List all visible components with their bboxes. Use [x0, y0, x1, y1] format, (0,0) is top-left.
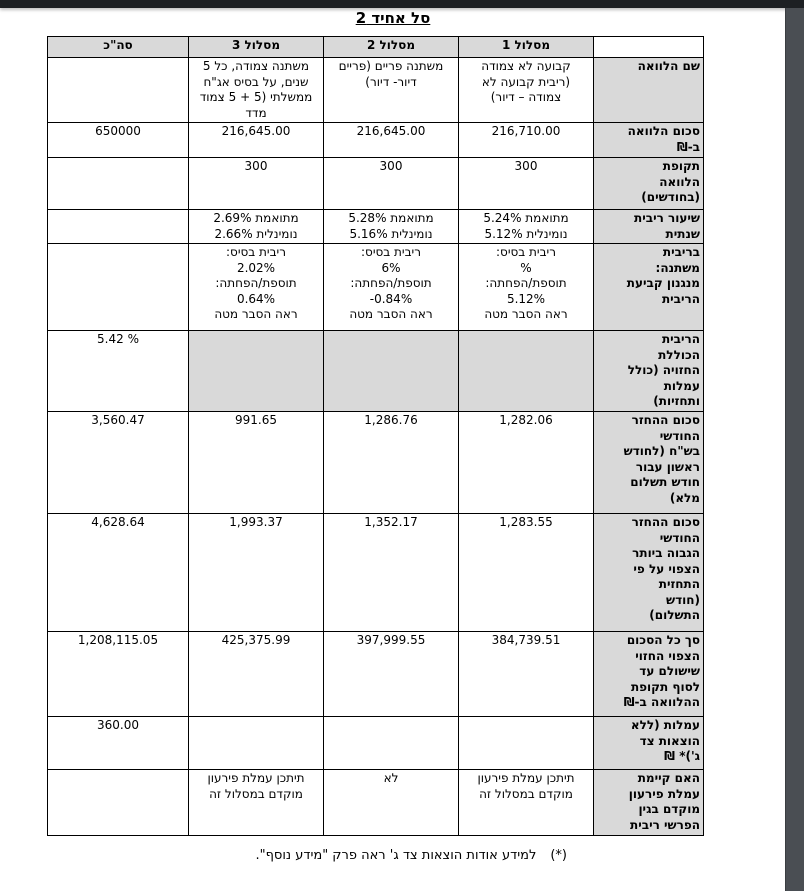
cell-total: 3,560.47 [48, 412, 189, 514]
cell-track2 [324, 717, 459, 770]
row-label: עמלות (ללא הוצאות צד ג')* ₪ [594, 717, 704, 770]
row-annual-interest-rate [48, 210, 704, 244]
cell-track1 [459, 331, 594, 412]
cell-track3: 300 [189, 158, 324, 210]
row-loan-name [48, 58, 704, 123]
row-label: סכום ההחזר החודשי בש"ח (לחודש ראשון עבור חודש תשלום מלא) [594, 412, 704, 514]
cell-total [48, 770, 189, 836]
cell-total: 5.42 % [48, 331, 189, 412]
cell-total [48, 210, 189, 244]
footnote-text: למידע אודות הוצאות צד ג' ראה פרק "מידע נוסף". [255, 848, 537, 863]
row-fees [48, 717, 704, 770]
cell-track2: 300 [324, 158, 459, 210]
cell-track3 [189, 331, 324, 412]
row-label: שיעור ריבית שנתית [594, 210, 704, 244]
loan-comparison-table [47, 36, 704, 836]
cell-total: 4,628.64 [48, 514, 189, 632]
row-loan-period [48, 158, 704, 210]
cell-track2: משתנה פריים (פריים דיור- דיור) [324, 58, 459, 123]
cell-track1 [459, 717, 594, 770]
cell-track3: תיתכן עמלת פירעון מוקדם במסלול זה [189, 770, 324, 836]
row-monthly-repayment [48, 412, 704, 514]
cell-track1: ריבית בסיס: % תוספת/הפחתה: 5.12% ראה הסבר מטה [459, 244, 594, 331]
footnote [255, 848, 567, 863]
cell-track1: מתואמת 5.24% נומינלית 5.12% [459, 210, 594, 244]
cell-track2: לא [324, 770, 459, 836]
column-header-track1: מסלול 1 [459, 37, 594, 58]
cell-track1: 384,739.51 [459, 632, 594, 717]
cell-track2: 397,999.55 [324, 632, 459, 717]
viewer-top-bar [0, 0, 804, 8]
column-header-track2: מסלול 2 [324, 37, 459, 58]
cell-track1: תיתכן עמלת פירעון מוקדם במסלול זה [459, 770, 594, 836]
row-loan-amount [48, 123, 704, 158]
cell-total [48, 158, 189, 210]
cell-track3: משתנה צמודה, כל 5 שנים, על בסיס אג"ח ממשלתי (5 + 5 צמוד מדד [189, 58, 324, 123]
cell-track2: 1,352.17 [324, 514, 459, 632]
cell-track3: 991.65 [189, 412, 324, 514]
row-label: סכום ההחזר החודשי הגבוה ביותר הצפוי על פי התחזית (חודש התשלום) [594, 514, 704, 632]
cell-track1: 1,283.55 [459, 514, 594, 632]
cell-track2: 1,286.76 [324, 412, 459, 514]
row-total-expected-interest [48, 331, 704, 412]
row-label: שם הלוואה [594, 58, 704, 123]
cell-track1: 1,282.06 [459, 412, 594, 514]
cell-track2: מתואמת 5.28% נומינלית 5.16% [324, 210, 459, 244]
cell-track1: קבועה לא צמודה (ריבית קבועה לא צמודה – דיור) [459, 58, 594, 123]
row-label: האם קיימת עמלת פירעון מוקדם בגין הפרשי ריבית [594, 770, 704, 836]
cell-total: 650000 [48, 123, 189, 158]
cell-track3: מתואמת 2.69% נומינלית 2.66% [189, 210, 324, 244]
row-variable-rate-mechanism [48, 244, 704, 331]
cell-track3: 425,375.99 [189, 632, 324, 717]
cell-track2 [324, 331, 459, 412]
row-label: סכום הלוואה ב-₪ [594, 123, 704, 158]
row-early-repayment-fee [48, 770, 704, 836]
cell-track3: 1,993.37 [189, 514, 324, 632]
cell-track3: ריבית בסיס: 2.02% תוספת/הפחתה: 0.64% ראה הסבר מטה [189, 244, 324, 331]
footnote-marker: (*) [550, 848, 567, 863]
cell-total [48, 244, 189, 331]
cell-total [48, 58, 189, 123]
cell-total: 1,208,115.05 [48, 632, 189, 717]
row-label: סך כל הסכום הצפוי החזוי שישולם עד לסוף תקופת ההלוואה ב-₪ [594, 632, 704, 717]
cell-track3: 216,645.00 [189, 123, 324, 158]
cell-track1: 300 [459, 158, 594, 210]
page-title: סל אחיד 2 [355, 9, 431, 27]
header-corner-cell [594, 37, 704, 58]
row-highest-monthly-repayment [48, 514, 704, 632]
column-header-track3: מסלול 3 [189, 37, 324, 58]
row-total-expected-payment [48, 632, 704, 717]
viewer-side-strip [785, 8, 804, 891]
cell-track1: 216,710.00 [459, 123, 594, 158]
row-label: הריבית הכוללת החזויה (כולל עמלות ותחזיות) [594, 331, 704, 412]
cell-track3 [189, 717, 324, 770]
cell-total: 360.00 [48, 717, 189, 770]
table-header-row [48, 37, 704, 58]
row-label: תקופת הלוואה (בחודשים) [594, 158, 704, 210]
cell-track2: 216,645.00 [324, 123, 459, 158]
column-header-total: סה"כ [48, 37, 189, 58]
cell-track2: ריבית בסיס: 6% תוספת/הפחתה: -0.84% ראה הסבר מטה [324, 244, 459, 331]
row-label: בריבית משתנה: מנגנון קביעת הריבית [594, 244, 704, 331]
